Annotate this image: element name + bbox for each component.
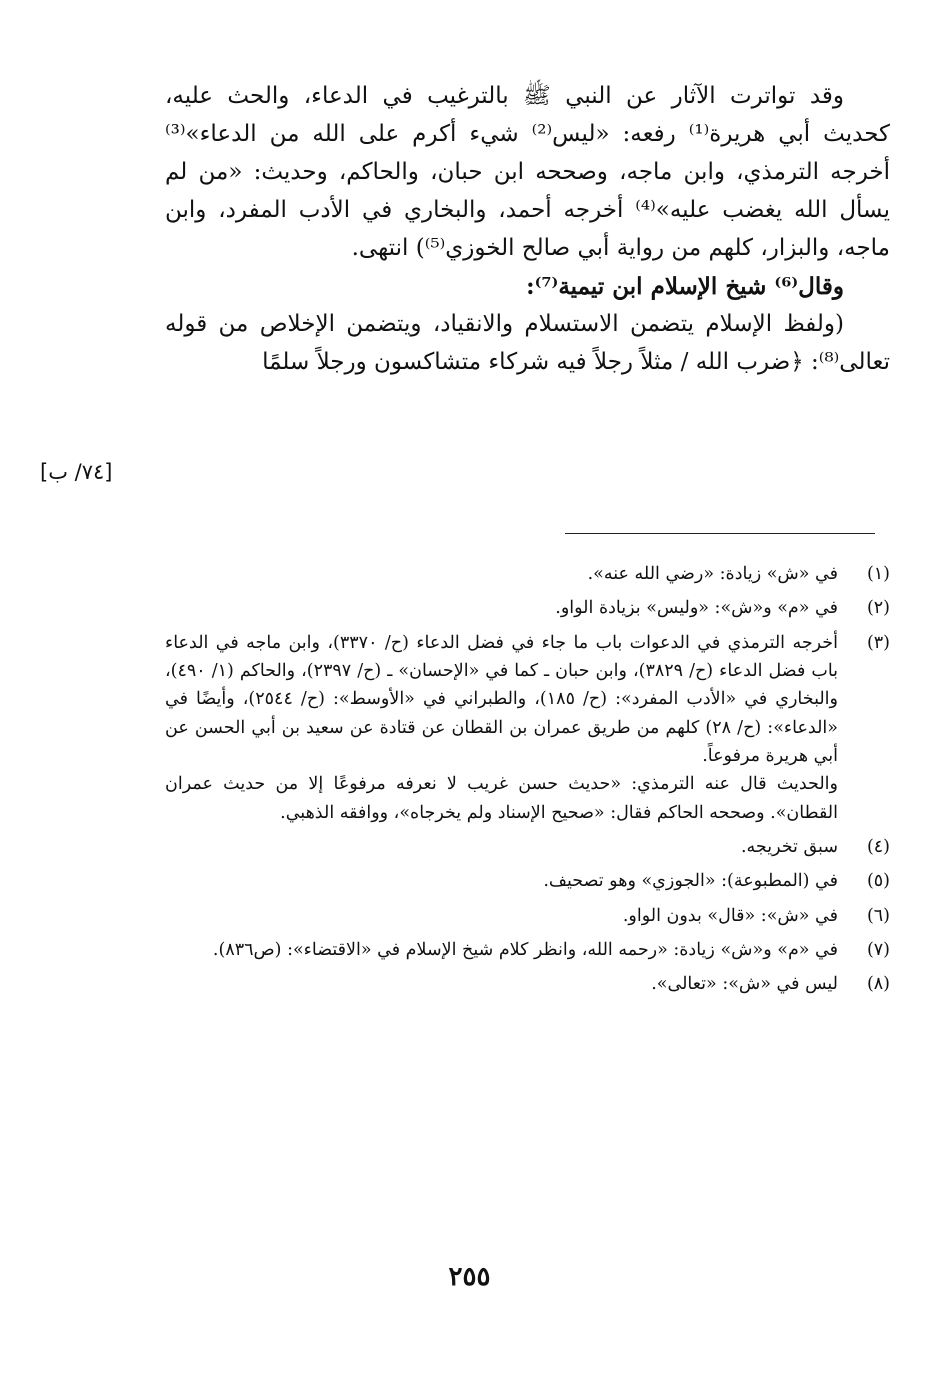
main-text	[165, 78, 890, 382]
footnote-item	[165, 629, 890, 827]
footnote-text: في (المطبوعة): «الجوزي» وهو تصحيف.	[543, 871, 838, 892]
footnote-number: (٦)	[866, 905, 890, 926]
footnotes	[165, 560, 890, 1005]
footnote-divider	[565, 533, 875, 534]
footnote-number: (٤)	[866, 837, 890, 858]
footnote-number: (٢)	[866, 598, 890, 619]
paragraph-1: وقد تواترت الآثار عن النبي ﷺ بالترغيب في الدعاء، والحث عليه، كحديث أبي هريرة⁽¹⁾ رفعه: «ليس⁽²⁾ شيء أكرم على الله من الدعاء»⁽³⁾أخرجه الترمذي، وابن ماجه، وصححه ابن حبان، والحاكم، وحديث: «من لم يسأل الله يغضب عليه»⁽⁴⁾ أخرجه أحمد، والبخاري في الأدب المفرد، وابن ماجه، والبزار، كلهم من رواية أبي صالح الخوزي⁽⁵⁾) انتهى.	[165, 83, 890, 261]
paragraph-2: (ولفظ الإسلام يتضمن الاستسلام والانقياد، ويتضمن الإخلاص من قوله تعالى⁽⁸⁾: ﴿ضرب الله / مثلاً رجلاً فيه شركاء متشاكسون ورجلاً سلمًا	[165, 310, 890, 375]
footnote-text: في «ش»: «قال» بدون الواو.	[622, 905, 838, 926]
footnote-text: سبق تخريجه.	[740, 837, 838, 858]
footnote-number: (٥)	[866, 871, 890, 892]
footnote-text: أخرجه الترمذي في الدعوات باب ما جاء في فضل الدعاء (ح/ ٣٣٧٠)، وابن ماجه في الدعاء باب فضل الدعاء (ح/ ٣٨٢٩)، وابن حبان ـ كما في «الإحسان» ـ (ح/ ٢٣٩٧)، والحاكم (١/ ٤٩٠)، والبخاري في «الأدب المفرد»: (ح/ ١٨٥)، والطبراني في «الأوسط»: (ح/ ٢٥٤٤)، وأيضًا في «الدعاء»: (ح/ ٢٨) كلهم من طريق عمران بن القطان عن قتادة عن سعيد بن أبي الحسن عن أبي هريرة مرفوعاً.	[165, 632, 839, 767]
footnote-text-block	[165, 629, 838, 827]
footnote-number: (٧)	[866, 940, 890, 961]
footnote-number: (٣)	[866, 632, 890, 653]
footnote-item	[165, 936, 890, 964]
footnote-text-continued: والحديث قال عنه الترمذي: «حديث حسن غريب لا نعرفه مرفوعًا إلا من حديث عمران القطان». وصححه الحاكم فقال: «صحيح الإسناد ولم يخرجاه»، ووافقه الذهبي.	[165, 774, 838, 823]
manuscript-folio-reference: [٧٤/ ب]	[40, 460, 113, 484]
section-heading: وقال⁽⁶⁾ شيخ الإسلام ابن تيمية⁽⁷⁾:	[526, 272, 844, 300]
footnote-item	[165, 833, 890, 861]
footnote-number: (٨)	[866, 974, 890, 995]
footnote-item	[165, 970, 890, 998]
footnote-text: في «ش» زيادة: «رضي الله عنه».	[587, 564, 838, 584]
page-number: ٢٥٥	[448, 1262, 491, 1292]
footnote-text: ليس في «ش»: «تعالى».	[651, 974, 838, 995]
footnote-item	[165, 902, 890, 930]
footnote-item	[165, 867, 890, 895]
footnote-item	[165, 594, 890, 622]
footnote-item	[165, 560, 890, 588]
footnote-text: في «م» و«ش»: «وليس» بزيادة الواو.	[555, 598, 838, 619]
footnote-text: في «م» و«ش» زيادة: «رحمه الله، وانظر كلام شيخ الإسلام في «الاقتضاء»: (ص٨٣٦).	[212, 940, 838, 961]
footnote-number: (١)	[866, 564, 890, 584]
